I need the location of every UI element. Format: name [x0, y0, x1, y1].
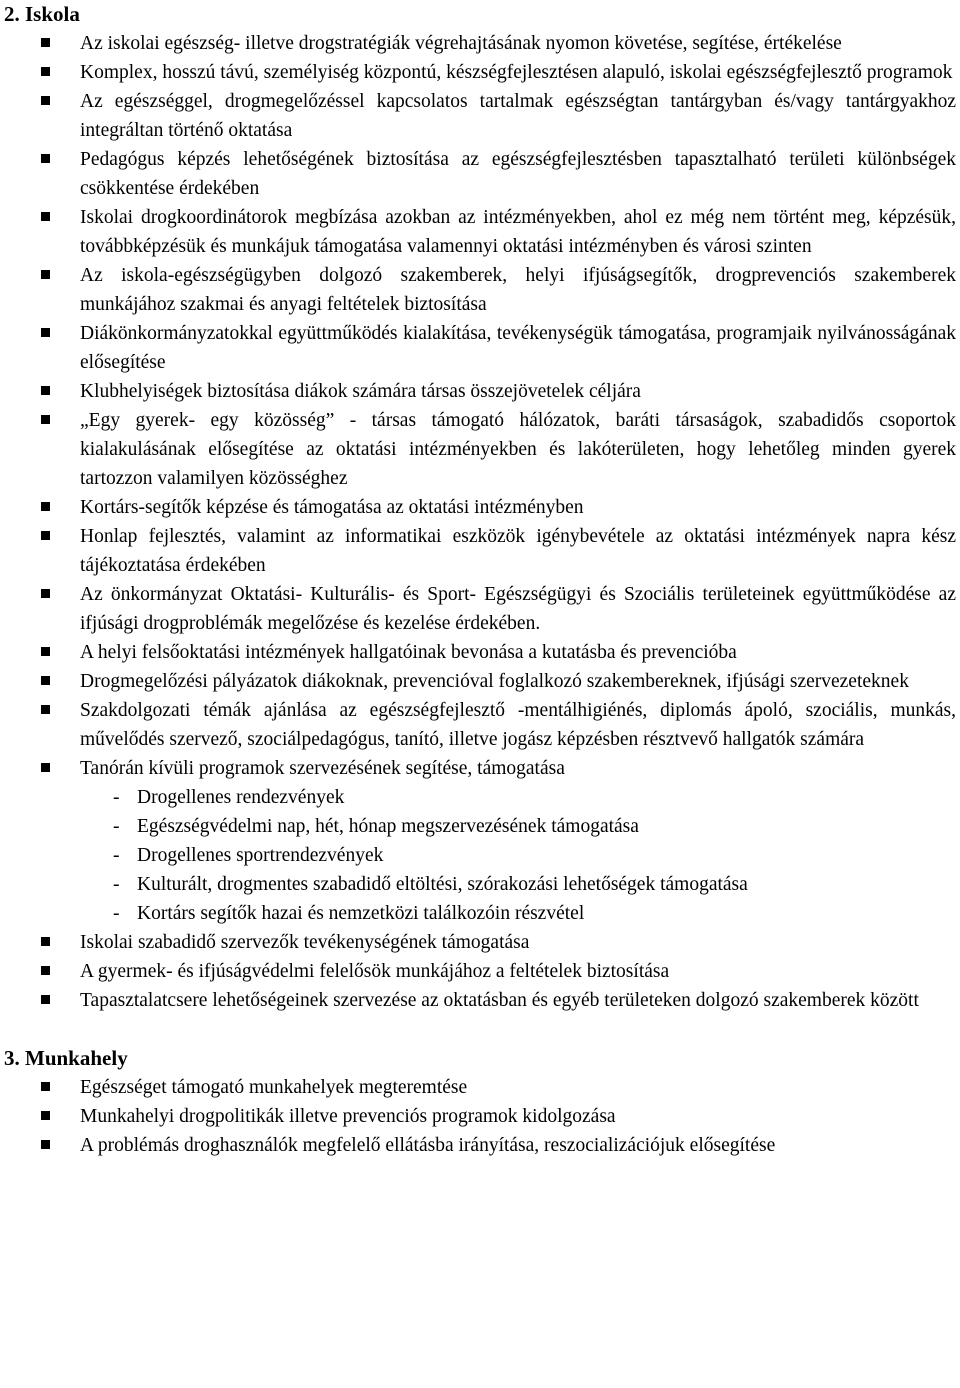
- section-heading: 3. Munkahely: [4, 1046, 128, 1070]
- section-spacer: [0, 1015, 960, 1044]
- sublist-item: [0, 812, 960, 841]
- list-item: [0, 377, 960, 406]
- list-item: [0, 406, 960, 493]
- sublist-item: [0, 783, 960, 812]
- list-item: [0, 1131, 960, 1160]
- dash-marker: -: [113, 903, 120, 924]
- list-item: [0, 638, 960, 667]
- list-item-text: A helyi felsőoktatási intézmények hallgatóinak bevonása a kutatásba és prevencióba: [80, 642, 737, 663]
- list-item-text: Az önkormányzat Oktatási- Kulturális- és Sport- Egészségügyi és Szociális területeinek együttműködése az ifjúsági drogproblémák megelőzése és kezelése érdekében.: [80, 584, 956, 634]
- square-bullet-icon: [41, 96, 50, 105]
- sublist-item-text: Kortárs segítők hazai és nemzetközi találkozóin részvétel: [137, 903, 585, 924]
- square-bullet-icon: [41, 647, 50, 656]
- list-item: [0, 493, 960, 522]
- list-item-text: Munkahelyi drogpolitikák illetve prevenciós programok kidolgozása: [80, 1106, 616, 1127]
- list-item-text: „Egy gyerek- egy közösség” - társas támogató hálózatok, baráti társaságok, szabadidős csoportok kialakulásának elősegítése az oktatási intézményekben és lakóterületen, hogy lehetőleg minden gyerek tartozzon valamilyen közösséghez: [80, 410, 956, 489]
- list-item-text: Az iskolai egészség- illetve drogstratégiák végrehajtásának nyomon követése, segítése, értékelése: [80, 33, 842, 54]
- square-bullet-icon: [41, 212, 50, 221]
- sublist-item-text: Drogellenes sportrendezvények: [137, 845, 384, 866]
- square-bullet-icon: [41, 154, 50, 163]
- list-item-text: Honlap fejlesztés, valamint az informatikai eszközök igénybevétele az oktatási intézmények napra kész tájékoztatása érdekében: [80, 526, 956, 576]
- list-item-text: Iskolai drogkoordinátorok megbízása azokban az intézményekben, ahol ez még nem történt meg, képzésük, továbbképzésük és munkájuk támogatása valamennyi oktatási intézményben és városi szinten: [80, 207, 956, 257]
- list-item: [0, 145, 960, 203]
- list-item-text: Iskolai szabadidő szervezők tevékenységének támogatása: [80, 932, 530, 953]
- list-item: [0, 928, 960, 957]
- sublist-item: [0, 899, 960, 928]
- square-bullet-icon: [41, 38, 50, 47]
- list-item: [0, 696, 960, 754]
- list-item-text: Az egészséggel, drogmegelőzéssel kapcsolatos tartalmak egészségtan tantárgyban és/vagy tantárgyakhoz integráltan történő oktatása: [80, 91, 956, 141]
- list-item: [0, 1073, 960, 1102]
- list-item: [0, 87, 960, 145]
- square-bullet-icon: [41, 502, 50, 511]
- list-item-text: Szakdolgozati témák ajánlása az egészségfejlesztő -mentálhigiénés, diplomás ápoló, szociális, munkás, művelődés szervező, szociálpedagógus, tanító, illetve jogász képzésben résztvevő hallgatók számára: [80, 700, 956, 750]
- list-item: [0, 522, 960, 580]
- list-item: [0, 261, 960, 319]
- list-item: [0, 319, 960, 377]
- list-item-text: A gyermek- és ifjúságvédelmi felelősök munkájához a feltételek biztosítása: [80, 961, 670, 982]
- sublist-item: [0, 870, 960, 899]
- square-bullet-icon: [41, 589, 50, 598]
- square-bullet-icon: [41, 763, 50, 772]
- square-bullet-icon: [41, 270, 50, 279]
- square-bullet-icon: [41, 67, 50, 76]
- square-bullet-icon: [41, 676, 50, 685]
- list-item: [0, 1102, 960, 1131]
- bullet-list: [0, 1073, 960, 1160]
- list-item: [0, 957, 960, 986]
- square-bullet-icon: [41, 1111, 50, 1120]
- square-bullet-icon: [41, 1140, 50, 1149]
- list-item-text: Pedagógus képzés lehetőségének biztosítása az egészségfejlesztésben tapasztalható területi különbségek csökkentése érdekében: [80, 149, 956, 199]
- list-item-text: Komplex, hosszú távú, személyiség központú, készségfejlesztésen alapuló, iskolai egészségfejlesztő programok: [80, 62, 953, 83]
- square-bullet-icon: [41, 328, 50, 337]
- dash-marker: -: [113, 816, 120, 837]
- bullet-list: [0, 29, 960, 1015]
- sublist-item-text: Drogellenes rendezvények: [137, 787, 345, 808]
- square-bullet-icon: [41, 937, 50, 946]
- list-item: [0, 58, 960, 87]
- sublist-item: [0, 841, 960, 870]
- list-item: [0, 203, 960, 261]
- square-bullet-icon: [41, 415, 50, 424]
- list-item-text: Tapasztalatcsere lehetőségeinek szervezése az oktatásban és egyéb területeken dolgozó szakemberek között: [80, 990, 919, 1011]
- dash-sublist: [0, 783, 960, 928]
- list-item-text: A problémás droghasználók megfelelő ellátásba irányítása, reszocializációjuk elősegítése: [80, 1135, 776, 1156]
- square-bullet-icon: [41, 705, 50, 714]
- dash-marker: -: [113, 787, 120, 808]
- dash-marker: -: [113, 845, 120, 866]
- list-item: [0, 986, 960, 1015]
- sublist-item-text: Egészségvédelmi nap, hét, hónap megszervezésének támogatása: [137, 816, 639, 837]
- square-bullet-icon: [41, 995, 50, 1004]
- square-bullet-icon: [41, 966, 50, 975]
- list-item-text: Egészséget támogató munkahelyek megteremtése: [80, 1077, 468, 1098]
- list-item-text: Tanórán kívüli programok szervezésének segítése, támogatása: [80, 758, 565, 779]
- square-bullet-icon: [41, 531, 50, 540]
- sublist-item-text: Kulturált, drogmentes szabadidő eltöltési, szórakozási lehetőségek támogatása: [137, 874, 748, 895]
- list-item: [0, 667, 960, 696]
- dash-marker: -: [113, 874, 120, 895]
- section-heading: 2. Iskola: [4, 2, 80, 26]
- list-item-text: Drogmegelőzési pályázatok diákoknak, prevencióval foglalkozó szakembereknek, ifjúsági szervezeteknek: [80, 671, 909, 692]
- list-item-text: Az iskola-egészségügyben dolgozó szakemberek, helyi ifjúságsegítők, drogprevenciós szakemberek munkájához szakmai és anyagi feltételek biztosítása: [80, 265, 956, 315]
- square-bullet-icon: [41, 386, 50, 395]
- list-item-text: Klubhelyiségek biztosítása diákok számára társas összejövetelek céljára: [80, 381, 641, 402]
- list-item: [0, 29, 960, 58]
- list-item-text: Diákönkormányzatokkal együttműködés kialakítása, tevékenységük támogatása, programjaik nyilvánosságának elősegítése: [80, 323, 956, 373]
- square-bullet-icon: [41, 1082, 50, 1091]
- list-item: [0, 754, 960, 928]
- list-item-text: Kortárs-segítők képzése és támogatása az oktatási intézményben: [80, 497, 584, 518]
- list-item: [0, 580, 960, 638]
